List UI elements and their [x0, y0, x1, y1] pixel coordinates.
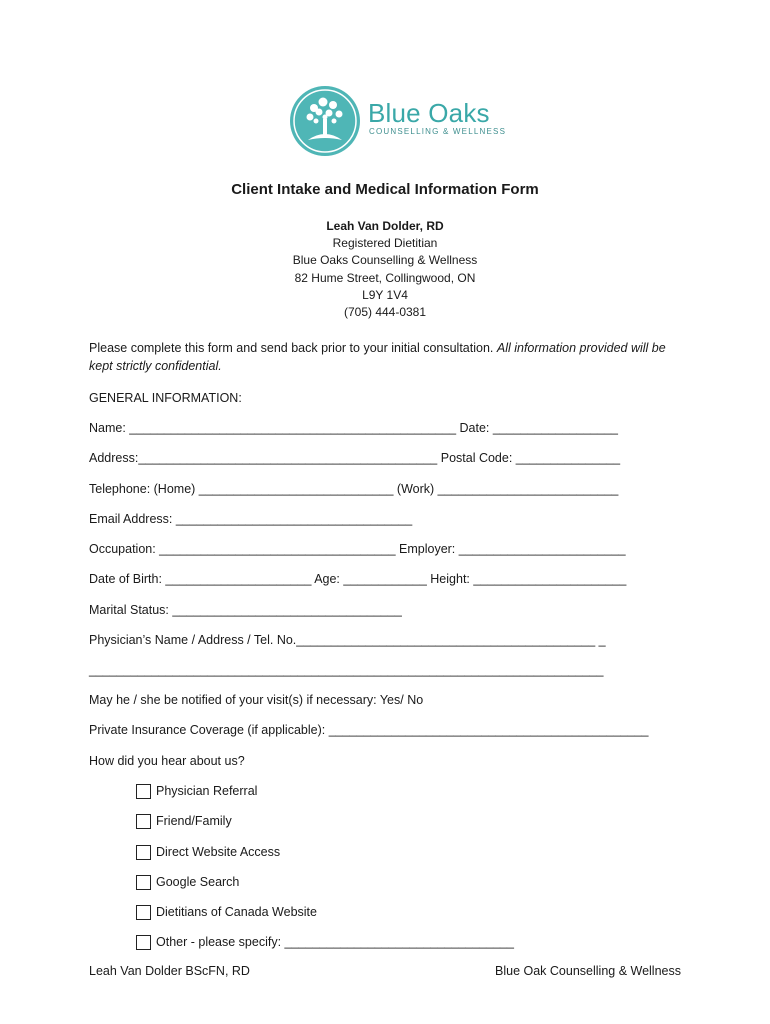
- intro-paragraph: [89, 340, 689, 375]
- contact-postal: L9Y 1V4: [362, 288, 408, 302]
- email-field[interactable]: Email Address: __________________________________: [89, 512, 413, 526]
- intro-emphasis: All information provided will be kept strictly confidential.: [89, 341, 666, 373]
- physician-field[interactable]: Physician’s Name / Address / Tel. No.___________________________________________ _: [89, 633, 606, 647]
- referral-question: How did you hear about us?: [89, 754, 245, 768]
- checkbox[interactable]: [136, 845, 151, 860]
- occupation-employer-field[interactable]: Occupation: __________________________________ Employer: ________________________: [89, 542, 626, 556]
- name-date-field[interactable]: Name: _______________________________________________ Date: __________________: [89, 421, 618, 435]
- contact-phone: (705) 444-0381: [343, 305, 427, 319]
- page-title: Client Intake and Medical Information Form: [231, 181, 539, 198]
- dob-age-height-field[interactable]: Date of Birth: _____________________ Age: ____________ Height: ______________________: [89, 572, 627, 586]
- option-label: Physician Referral: [156, 784, 258, 798]
- contact-org: Blue Oaks Counselling & Wellness: [292, 253, 478, 267]
- section-heading: GENERAL INFORMATION:: [89, 391, 242, 405]
- marital-status-field[interactable]: Marital Status: _________________________________: [89, 603, 402, 617]
- checkbox[interactable]: [136, 784, 151, 799]
- option-label: Direct Website Access: [156, 845, 281, 859]
- address-postal-field[interactable]: Address:___________________________________________ Postal Code: _______________: [89, 451, 621, 465]
- contact-name: Leah Van Dolder, RD: [326, 219, 444, 233]
- option-label: Friend/Family: [156, 814, 232, 828]
- contact-street: 82 Hume Street, Collingwood, ON: [294, 271, 476, 285]
- checkbox[interactable]: [136, 814, 151, 829]
- notify-question[interactable]: May he / she be notified of your visit(s) if necessary: Yes/ No: [89, 693, 424, 707]
- intro-text: Please complete this form and send back prior to your initial consultation.: [89, 341, 497, 355]
- physician-field-continued[interactable]: __________________________________________________________________________: [89, 663, 604, 677]
- insurance-field[interactable]: Private Insurance Coverage (if applicable): ______________________________________________: [89, 723, 649, 737]
- footer-left: Leah Van Dolder BScFN, RD: [89, 964, 250, 978]
- tree-icon: [288, 84, 362, 158]
- brand-tagline: COUNSELLING & WELLNESS: [369, 127, 507, 136]
- checkbox[interactable]: [136, 875, 151, 890]
- checkbox[interactable]: [136, 905, 151, 920]
- telephone-field[interactable]: Telephone: (Home) ____________________________ (Work) __________________________: [89, 482, 619, 496]
- footer-right: Blue Oak Counselling & Wellness: [495, 964, 681, 978]
- option-label: Other - please specify: _________________________________: [156, 935, 514, 949]
- brand-name: Blue Oaks: [368, 98, 490, 128]
- option-label: Google Search: [156, 875, 240, 889]
- contact-role: Registered Dietitian: [332, 236, 438, 250]
- option-label: Dietitians of Canada Website: [156, 905, 317, 919]
- checkbox[interactable]: [136, 935, 151, 950]
